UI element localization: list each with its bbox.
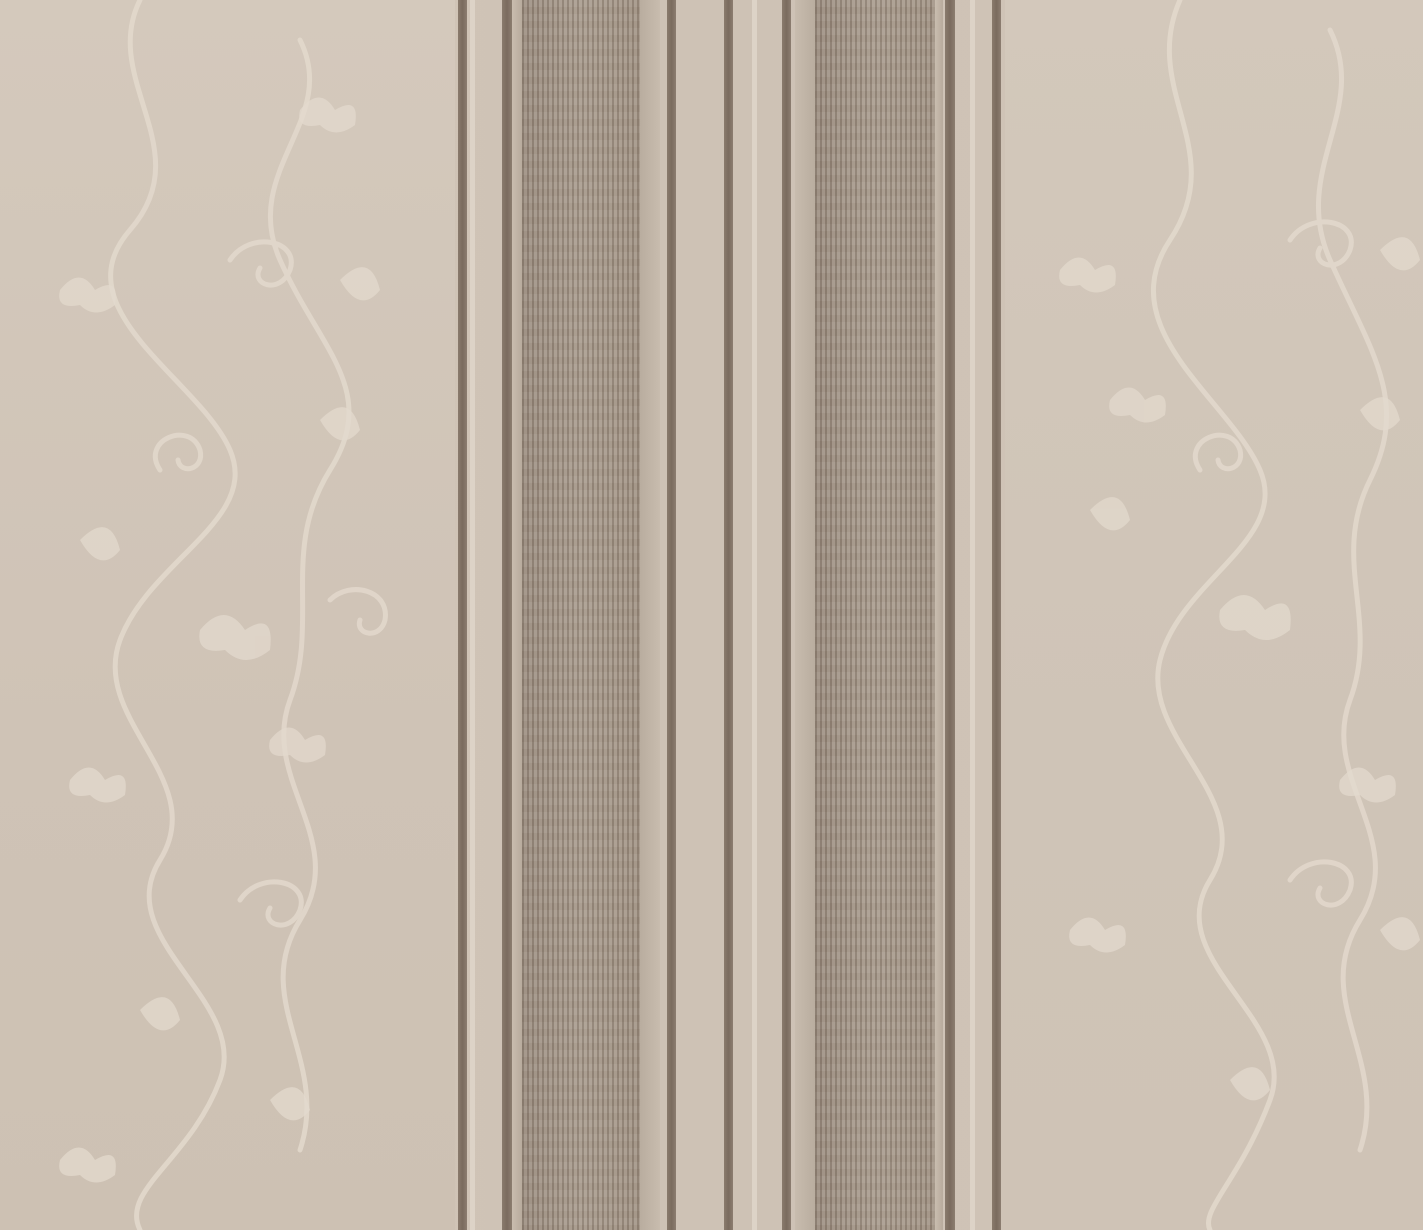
left-leaf-2	[80, 527, 120, 560]
right-flower-4	[1069, 918, 1126, 953]
left-scroll-2	[155, 435, 200, 470]
left-leaf-3	[140, 997, 180, 1030]
right-leaf-2	[1090, 497, 1130, 530]
left-leaf-1	[320, 407, 360, 440]
left-scroll-4	[330, 590, 385, 634]
left-flower-4	[69, 768, 126, 803]
left-vine-main	[111, 0, 236, 1230]
left-flower-5	[269, 728, 326, 763]
right-scroll-3	[1290, 862, 1351, 905]
left-flower-2	[299, 98, 356, 133]
right-leaf-3	[1380, 917, 1420, 950]
right-leaf-1	[1360, 397, 1400, 430]
left-leaf-4	[340, 267, 380, 300]
right-scroll-2	[1195, 435, 1240, 470]
right-flower-5	[1339, 768, 1396, 803]
right-flower-3	[1219, 595, 1290, 640]
left-flower-6	[59, 1148, 116, 1183]
left-scroll-3	[240, 882, 301, 925]
right-flower-1	[1059, 258, 1116, 293]
left-flower-1	[59, 278, 116, 313]
right-flower-2	[1109, 388, 1166, 423]
left-flower-3	[199, 615, 270, 660]
right-leaf-4	[1380, 237, 1420, 270]
right-vine-2	[1318, 30, 1386, 1150]
right-leaf-5	[1230, 1067, 1270, 1100]
